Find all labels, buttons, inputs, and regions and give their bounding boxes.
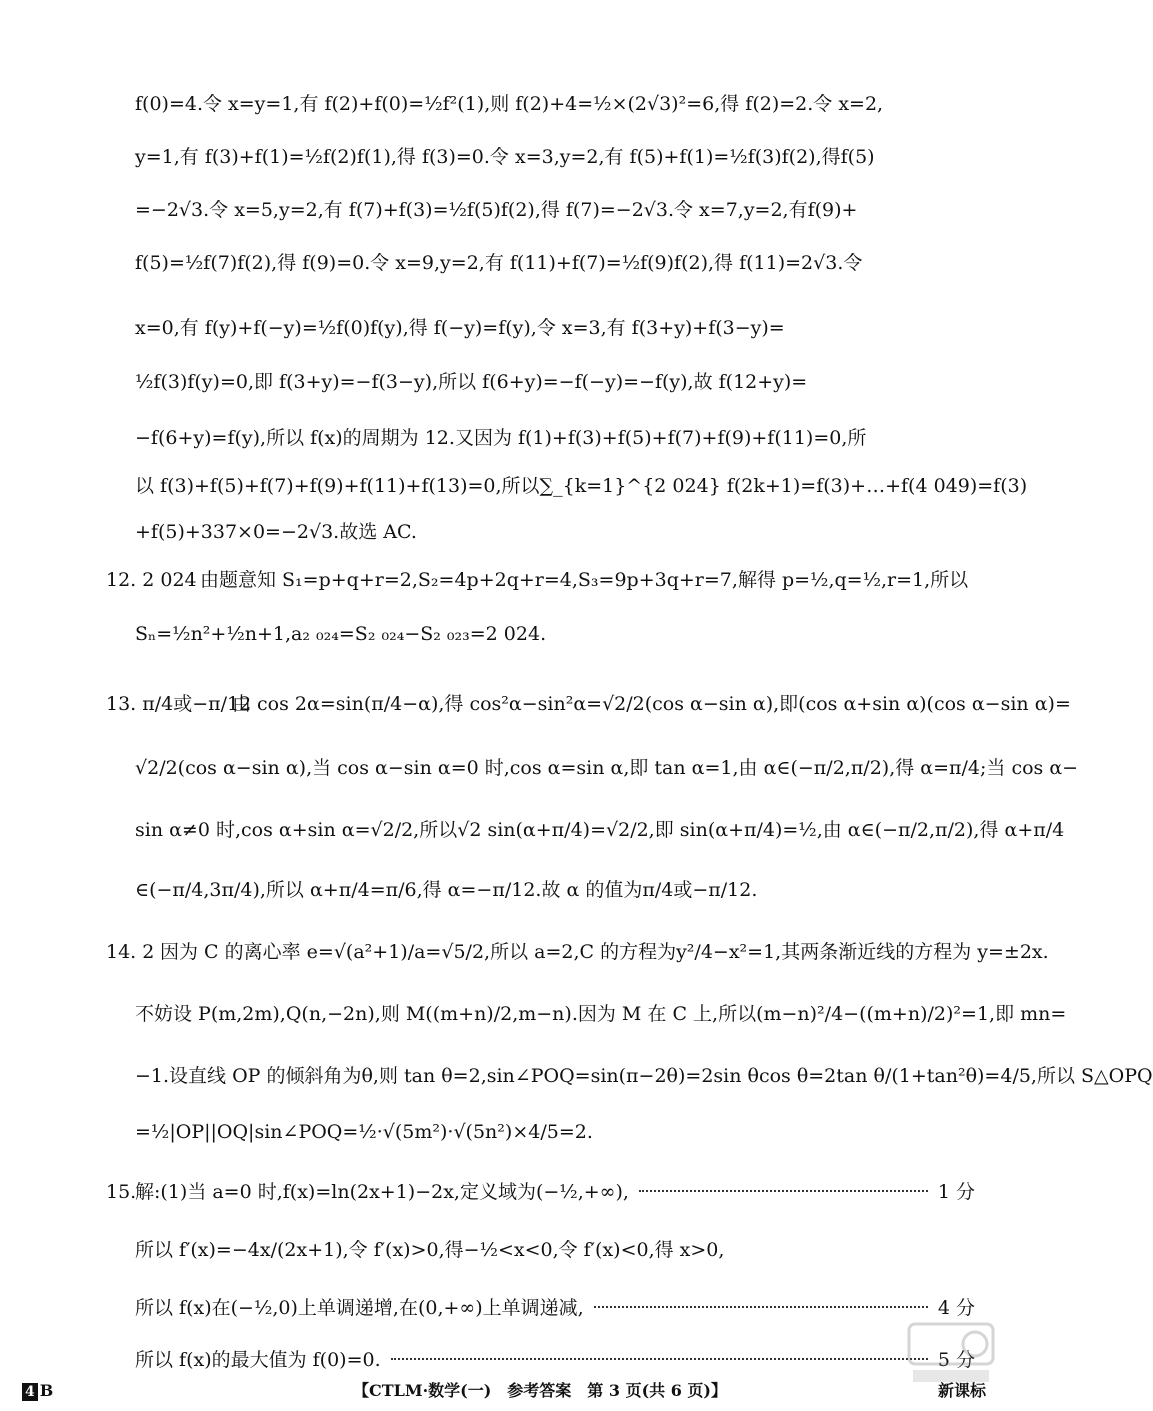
text-line: +f(5)+337×0=−2√3.故选 AC. xyxy=(135,521,417,543)
question-number-15: 15. xyxy=(106,1181,137,1203)
text-line: =−2√3.令 x=5,y=2,有 f(7)+f(3)=½f(5)f(2),得 f(7)=−2√3.令 x=7,y=2,有f(9)+ xyxy=(135,199,858,221)
score-label: 4 分 xyxy=(937,1297,975,1319)
text-line: √2/2(cos α−sin α),当 cos α−sin α=0 时,cos α=sin α,即 tan α=1,由 α∈(−π/2,π/2),得 α=π/4;当 cos α− xyxy=(135,757,1079,779)
text-line: Sₙ=½n²+½n+1,a₂ ₀₂₄=S₂ ₀₂₄−S₂ ₀₂₃=2 024. xyxy=(135,623,547,645)
text-line: sin α≠0 时,cos α+sin α=√2/2,所以√2 sin(α+π/4)=√2/2,即 sin(α+π/4)=½,由 α∈(−π/2,π/2),得 α+π/4 xyxy=(135,819,1065,841)
text-line: ∈(−π/4,3π/4),所以 α+π/4=π/6,得 α=−π/12.故 α 的值为π/4或−π/12. xyxy=(135,879,758,901)
dotted-leader xyxy=(639,1189,928,1192)
footer-title: 【CTLM·数学(一) 参考答案 第 3 页(共 6 页)】 xyxy=(352,1381,727,1400)
text-line: f(5)=½f(7)f(2),得 f(9)=0.令 x=9,y=2,有 f(11)+f(7)=½f(9)f(2),得 f(11)=2√3.令 xyxy=(135,252,863,274)
text-line: 由题意知 S₁=p+q+r=2,S₂=4p+2q+r=4,S₃=9p+3q+r=7,解得 p=½,q=½,r=1,所以 xyxy=(200,569,969,591)
text-line: 以 f(3)+f(5)+f(7)+f(9)+f(11)+f(13)=0,所以∑_{k=1}^{2 024} f(2k+1)=f(3)+…+f(4 049)=f(3) xyxy=(135,475,1028,497)
text-line: 因为 C 的离心率 e=√(a²+1)/a=√5/2,所以 a=2,C 的方程为y²/4−x²=1,其两条渐近线的方程为 y=±2x. xyxy=(160,941,1049,963)
score-label: 5 分 xyxy=(937,1349,975,1371)
text-line: 由 cos 2α=sin(π/4−α),得 cos²α−sin²α=√2/2(cos α−sin α),即(cos α+sin α)(cos α−sin α)= xyxy=(232,693,1071,715)
text-line: =½|OP||OQ|sin∠POQ=½·√(5m²)·√(5n²)×4/5=2. xyxy=(135,1121,593,1143)
scored-line xyxy=(135,1180,975,1204)
text-line: 不妨设 P(m,2m),Q(n,−2n),则 M((m+n)/2,m−n).因为 M 在 C 上,所以(m−n)²/4−((m+n)/2)²=1,即 mn= xyxy=(135,1003,1067,1025)
text-line: 解:(1)当 a=0 时,f(x)=ln(2x+1)−2x,定义域为(−½,+∞), xyxy=(135,1181,629,1203)
text-line: 所以 f(x)在(−½,0)上单调递增,在(0,+∞)上单调递减, xyxy=(135,1297,584,1319)
score-label: 1 分 xyxy=(937,1181,975,1203)
text-line: 所以 f′(x)=−4x/(2x+1),令 f′(x)>0,得−½<x<0,令 f′(x)<0,得 x>0, xyxy=(135,1239,725,1261)
text-line: 所以 f(x)的最大值为 f(0)=0. xyxy=(135,1349,381,1371)
scored-line xyxy=(135,1348,975,1372)
question-number-12: 12. 2 024 xyxy=(106,569,197,591)
paper-code-letter: B xyxy=(39,1381,54,1400)
text-line: −1.设直线 OP 的倾斜角为θ,则 tan θ=2,sin∠POQ=sin(π−2θ)=2sin θcos θ=2tan θ/(1+tan²θ)=4/5,所以 S△OPQ xyxy=(135,1065,1153,1087)
question-number-13: 13. π/4或−π/12 xyxy=(106,693,252,715)
text-line: −f(6+y)=f(y),所以 f(x)的周期为 12.又因为 f(1)+f(3)+f(5)+f(7)+f(9)+f(11)=0,所 xyxy=(135,427,867,449)
question-number-14: 14. 2 xyxy=(106,941,155,963)
text-line: x=0,有 f(y)+f(−y)=½f(0)f(y),得 f(−y)=f(y),令 x=3,有 f(3+y)+f(3−y)= xyxy=(135,317,785,339)
dotted-leader xyxy=(594,1305,928,1308)
dotted-leader xyxy=(391,1357,928,1360)
scored-line xyxy=(135,1296,975,1320)
paper-code-box: 4 xyxy=(22,1383,38,1401)
page-footer xyxy=(0,1378,1080,1404)
text-line: f(0)=4.令 x=y=1,有 f(2)+f(0)=½f²(1),则 f(2)+4=½×(2√3)²=6,得 f(2)=2.令 x=2, xyxy=(135,93,884,115)
text-line: y=1,有 f(3)+f(1)=½f(2)f(1),得 f(3)=0.令 x=3,y=2,有 f(5)+f(1)=½f(3)f(2),得f(5) xyxy=(135,146,875,168)
curriculum-tag: 新课标 xyxy=(937,1381,986,1400)
text-line: ½f(3)f(y)=0,即 f(3+y)=−f(3−y),所以 f(6+y)=−f(−y)=−f(y),故 f(12+y)= xyxy=(135,371,808,393)
